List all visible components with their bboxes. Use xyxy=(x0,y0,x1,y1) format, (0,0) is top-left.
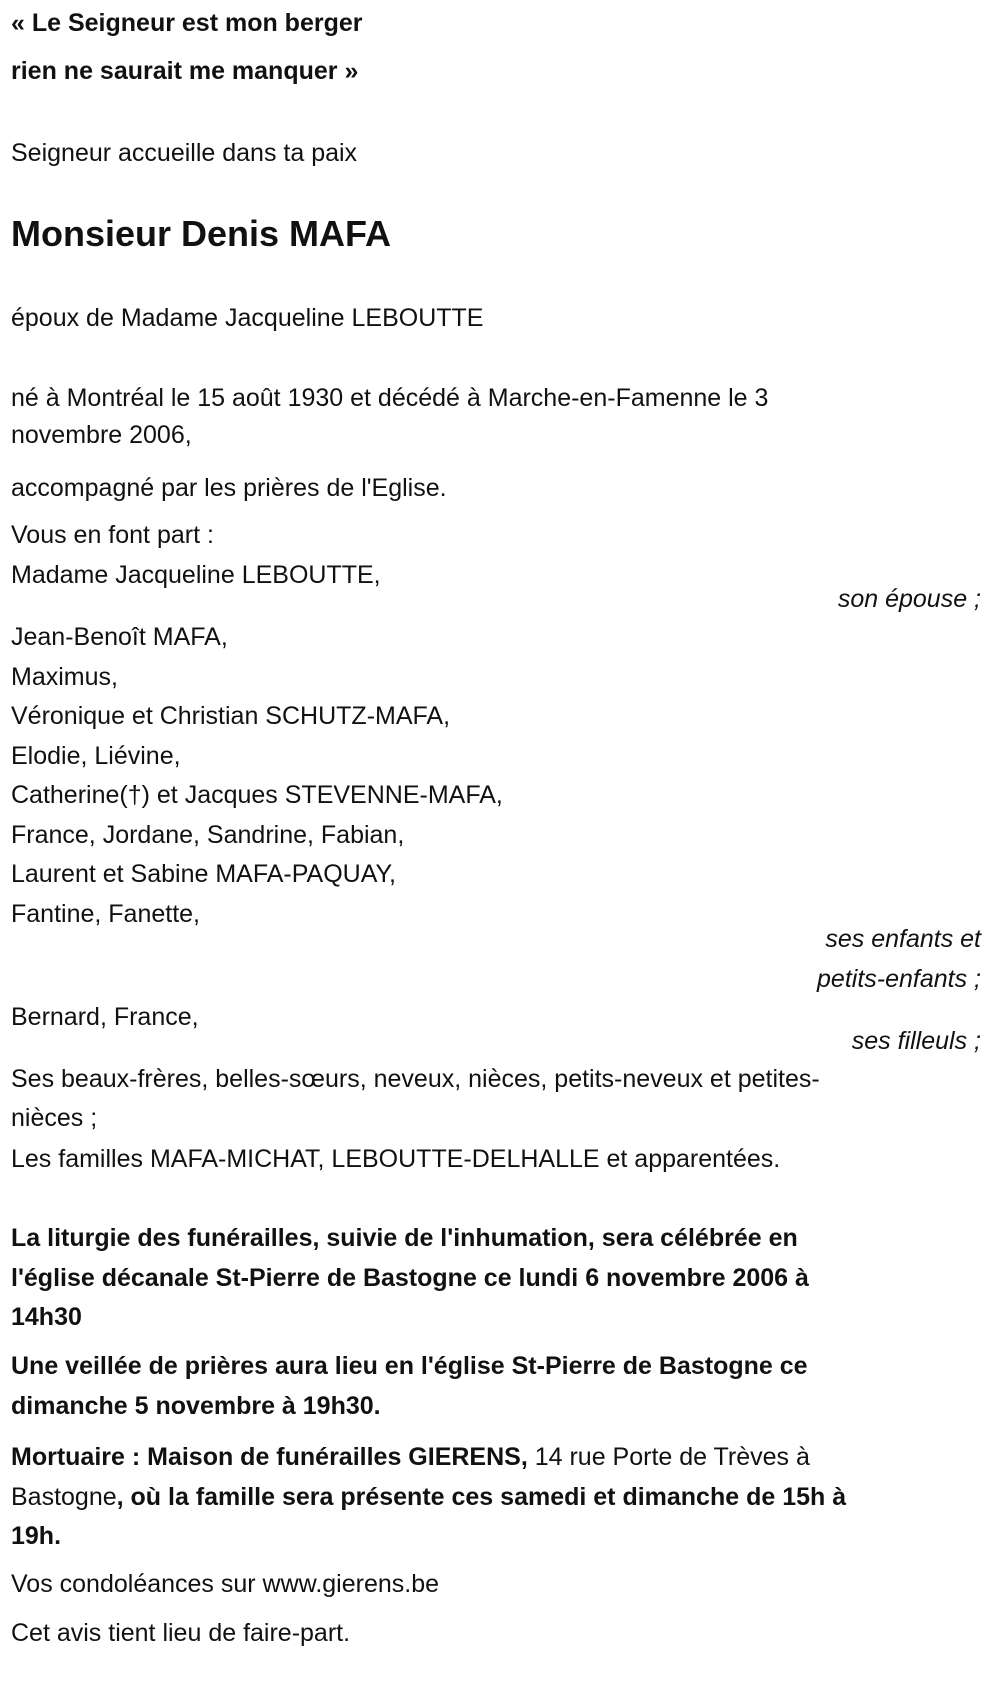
relatives-line: nièces ; xyxy=(11,1103,98,1132)
mortuary-city: Bastogne xyxy=(11,1482,117,1511)
visiting-hours: , où la famille sera présente ces samedi et dimanche de 15h à xyxy=(116,1482,847,1511)
liturgy-line: La liturgie des funérailles, suivie de l'inhumation, sera célébrée en xyxy=(11,1224,798,1252)
family-line: France, Jordane, Sandrine, Fabian, xyxy=(11,820,405,849)
birth-line: novembre 2006, xyxy=(11,420,192,449)
spouse-line: époux de Madame Jacqueline LEBOUTTE xyxy=(11,304,484,332)
vigil-line: dimanche 5 novembre à 19h30. xyxy=(11,1391,381,1420)
visiting-hours-end: 19h. xyxy=(11,1522,62,1550)
wife-role: son épouse ; xyxy=(837,585,981,613)
children-list xyxy=(11,618,503,934)
psalm-quote xyxy=(11,3,363,91)
closing-line: Cet avis tient lieu de faire-part. xyxy=(11,1619,351,1647)
family-line: Jean-Benoît MAFA, xyxy=(11,623,228,651)
condolences-line: Vos condoléances sur www.gierens.be xyxy=(11,1570,440,1598)
prayer: Seigneur accueille dans ta paix xyxy=(11,139,358,167)
family-line: Maximus, xyxy=(11,662,118,691)
relatives xyxy=(11,1060,820,1180)
role-line: petits-enfants ; xyxy=(817,964,981,993)
liturgy-line: l'église décanale St-Pierre de Bastogne ce lundi 6 novembre 2006 à xyxy=(11,1263,809,1292)
family-line: Catherine(†) et Jacques STEVENNE-MAFA, xyxy=(11,781,503,809)
psalm-line: rien ne saurait me manquer » xyxy=(11,57,359,85)
liturgy-info xyxy=(11,1219,809,1338)
announce-line: Vous en font part : xyxy=(11,521,214,549)
family-line: Véronique et Christian SCHUTZ-MAFA, xyxy=(11,702,451,730)
wife-line: Madame Jacqueline LEBOUTTE, xyxy=(11,561,381,589)
family-line: Fantine, Fanette, xyxy=(11,899,201,928)
vigil-info xyxy=(11,1347,808,1426)
relatives-line: Ses beaux-frères, belles-sœurs, neveux, nièces, petits-neveux et petites- xyxy=(11,1065,820,1093)
family-line: Elodie, Liévine, xyxy=(11,741,181,770)
godchildren-role: ses filleuls ; xyxy=(851,1027,981,1055)
birth-death xyxy=(11,379,768,455)
liturgy-line: 14h30 xyxy=(11,1303,82,1331)
church-line: accompagné par les prières de l'Eglise. xyxy=(11,474,447,502)
psalm-line: « Le Seigneur est mon berger xyxy=(11,9,363,37)
role-line: ses enfants et xyxy=(825,925,981,953)
deceased-name: Monsieur Denis MAFA xyxy=(11,213,392,254)
godchildren-line: Bernard, France, xyxy=(11,1003,199,1031)
mortuary-name: Mortuaire : Maison de funérailles GIERENS, xyxy=(11,1443,528,1471)
family-line: Laurent et Sabine MAFA-PAQUAY, xyxy=(11,860,396,888)
relatives-line: Les familles MAFA-MICHAT, LEBOUTTE-DELHALLE et apparentées. xyxy=(11,1145,781,1173)
mortuary-address: 14 rue Porte de Trèves à xyxy=(527,1443,810,1471)
birth-line: né à Montréal le 15 août 1930 et décédé à Marche-en-Famenne le 3 xyxy=(11,384,769,412)
mortuary-info xyxy=(11,1438,846,1557)
children-role xyxy=(817,920,981,999)
vigil-line: Une veillée de prières aura lieu en l'église St-Pierre de Bastogne ce xyxy=(11,1352,808,1380)
